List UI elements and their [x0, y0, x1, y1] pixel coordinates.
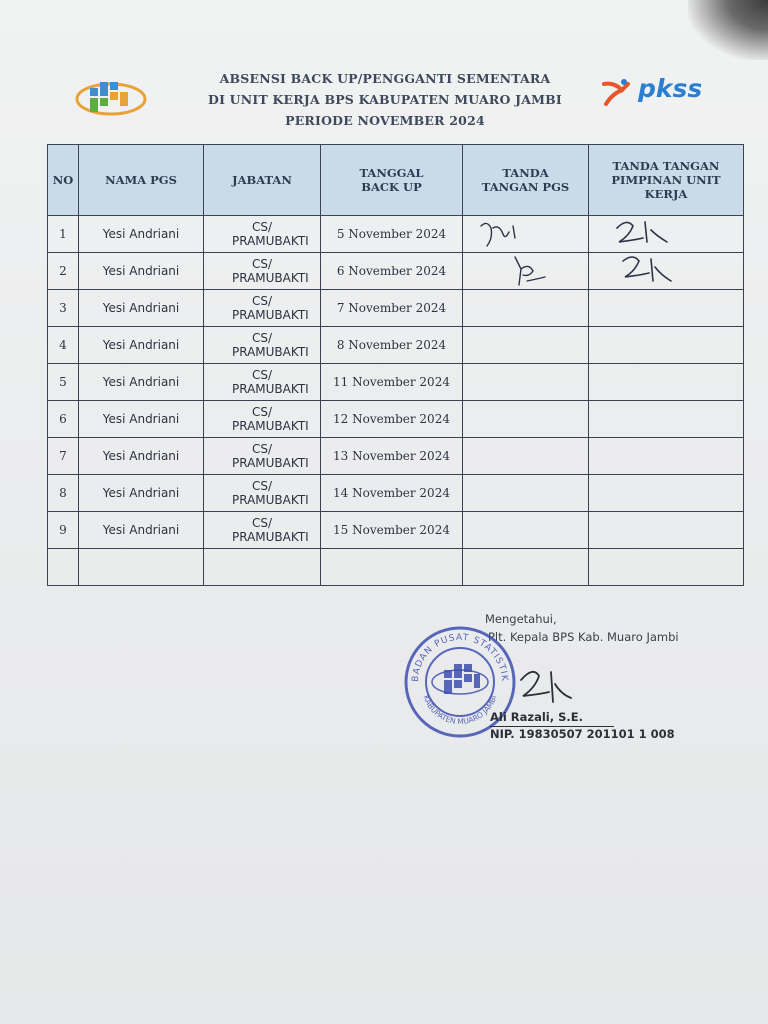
- table-row: [48, 401, 744, 438]
- acknowledged-label: Mengetahui,: [485, 612, 557, 626]
- handwritten-signature-chief: [589, 253, 744, 289]
- title-line-3: PERIODE NOVEMBER 2024: [285, 113, 485, 128]
- pkss-logo: [600, 74, 724, 108]
- row-date: 11 November 2024: [321, 364, 463, 401]
- row-signature-pgs: [463, 475, 589, 512]
- table-row: [48, 290, 744, 327]
- table-row: [48, 216, 744, 253]
- row-position: CS/ PRAMUBAKTI: [204, 216, 321, 253]
- column-header-no: NO: [48, 145, 79, 216]
- row-date: 14 November 2024: [321, 475, 463, 512]
- official-title: Plt. Kepala BPS Kab. Muaro Jambi: [488, 630, 679, 644]
- row-position: CS/ PRAMUBAKTI: [204, 253, 321, 290]
- column-header-position: JABATAN: [204, 145, 321, 216]
- table-row: [48, 364, 744, 401]
- row-number: [48, 549, 79, 586]
- row-number: 4: [48, 327, 79, 364]
- row-signature-chief: [589, 364, 744, 401]
- handwritten-signature-chief: [589, 216, 744, 252]
- column-header-name: NAMA PGS: [79, 145, 204, 216]
- row-number: 5: [48, 364, 79, 401]
- row-signature-pgs: [463, 438, 589, 475]
- document-title: [170, 68, 600, 131]
- table-row: [48, 512, 744, 549]
- row-position: CS/ PRAMUBAKTI: [204, 327, 321, 364]
- title-line-1: ABSENSI BACK UP/PENGGANTI SEMENTARA: [219, 71, 551, 86]
- row-date: 5 November 2024: [321, 216, 463, 253]
- row-number: 8: [48, 475, 79, 512]
- row-signature-chief: [589, 290, 744, 327]
- row-position: CS/ PRAMUBAKTI: [204, 438, 321, 475]
- handwritten-signature-pgs: [463, 253, 589, 289]
- row-signature-pgs: [463, 401, 589, 438]
- row-position: CS/ PRAMUBAKTI: [204, 475, 321, 512]
- row-signature-chief: [589, 475, 744, 512]
- row-position: [204, 549, 321, 586]
- pkss-mark-icon: [600, 76, 634, 110]
- row-name: Yesi Andriani: [79, 401, 204, 438]
- row-signature-pgs: [463, 216, 589, 253]
- row-number: 9: [48, 512, 79, 549]
- row-date: [321, 549, 463, 586]
- row-signature-chief: [589, 549, 744, 586]
- row-signature-pgs: [463, 290, 589, 327]
- row-position: CS/ PRAMUBAKTI: [204, 364, 321, 401]
- row-date: 8 November 2024: [321, 327, 463, 364]
- row-signature-chief: [589, 327, 744, 364]
- row-date: 6 November 2024: [321, 253, 463, 290]
- row-signature-chief: [589, 512, 744, 549]
- handwritten-signature-pgs: [463, 216, 589, 252]
- row-number: 7: [48, 438, 79, 475]
- row-date: 12 November 2024: [321, 401, 463, 438]
- row-name: Yesi Andriani: [79, 475, 204, 512]
- column-header-date: TANGGAL BACK UP: [321, 145, 463, 216]
- row-date: 13 November 2024: [321, 438, 463, 475]
- row-signature-pgs: [463, 327, 589, 364]
- bps-logo-icon: [74, 72, 148, 124]
- stamp-text-top: BADAN PUSAT STATISTIK: [410, 632, 510, 683]
- table-row: [48, 253, 744, 290]
- row-name: Yesi Andriani: [79, 364, 204, 401]
- row-name: Yesi Andriani: [79, 438, 204, 475]
- stamp-text-bottom: KABUPATEN MUARO JAMBI: [421, 693, 499, 727]
- row-number: 3: [48, 290, 79, 327]
- row-name: [79, 549, 204, 586]
- pkss-logo-text: pkss: [638, 74, 703, 103]
- row-number: 1: [48, 216, 79, 253]
- row-signature-pgs: [463, 364, 589, 401]
- handwritten-signature-official: [515, 664, 575, 710]
- row-signature-pgs: [463, 512, 589, 549]
- row-position: CS/ PRAMUBAKTI: [204, 290, 321, 327]
- row-name: Yesi Andriani: [79, 512, 204, 549]
- table-row: [48, 327, 744, 364]
- row-signature-chief: [589, 438, 744, 475]
- row-signature-chief: [589, 253, 744, 290]
- row-name: Yesi Andriani: [79, 253, 204, 290]
- table-row: [48, 475, 744, 512]
- attendance-table: [47, 144, 744, 586]
- row-number: 6: [48, 401, 79, 438]
- row-position: CS/ PRAMUBAKTI: [204, 401, 321, 438]
- row-signature-pgs: [463, 549, 589, 586]
- row-name: Yesi Andriani: [79, 327, 204, 364]
- official-nip: NIP. 19830507 201101 1 008: [490, 727, 675, 741]
- row-signature-pgs: [463, 253, 589, 290]
- row-date: 15 November 2024: [321, 512, 463, 549]
- page-shadow: [688, 0, 768, 60]
- row-signature-chief: [589, 216, 744, 253]
- row-name: Yesi Andriani: [79, 290, 204, 327]
- row-name: Yesi Andriani: [79, 216, 204, 253]
- title-line-2: DI UNIT KERJA BPS KABUPATEN MUARO JAMBI: [208, 92, 562, 107]
- column-header-signature-pgs: TANDA TANGAN PGS: [463, 145, 589, 216]
- row-number: 2: [48, 253, 79, 290]
- row-position: CS/ PRAMUBAKTI: [204, 512, 321, 549]
- row-date: 7 November 2024: [321, 290, 463, 327]
- table-row-empty: [48, 549, 744, 586]
- column-header-signature-chief: TANDA TANGAN PIMPINAN UNIT KERJA: [589, 145, 744, 216]
- table-header-row: [48, 145, 744, 216]
- svg-text:KABUPATEN MUARO JAMBI: [421, 694, 498, 726]
- official-name: Ali Razali, S.E.: [490, 710, 583, 724]
- table-row: [48, 438, 744, 475]
- row-signature-chief: [589, 401, 744, 438]
